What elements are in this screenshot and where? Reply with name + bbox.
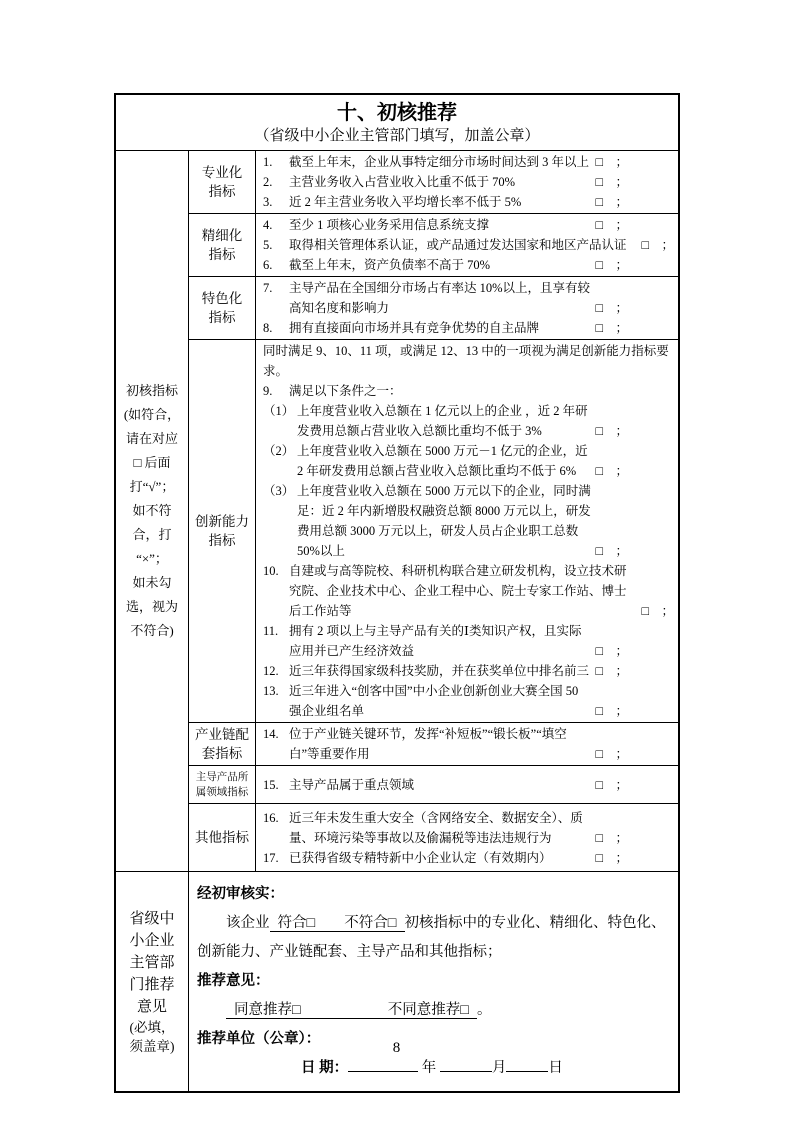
- item-number: 11.: [263, 624, 279, 638]
- checkbox-icon: □ ；: [595, 544, 628, 558]
- criteria-instruction-note: [116, 151, 189, 872]
- checkbox-icon: □ ；: [595, 664, 628, 678]
- recommendation-label: 省级中小企业主管部门推荐意见: [129, 910, 175, 1015]
- row-label-other: [189, 804, 256, 872]
- item-text: 取得相关管理体系认证，或产品通过发达国家和地区产品认证: [289, 238, 627, 252]
- note-line: 请在对应: [125, 431, 178, 446]
- row-label-line: 专业化: [201, 165, 243, 180]
- item-text: 上年度营业收入总额在 5000 万元－1 亿元的企业，近 2 年研发费用总额占营业收入总额比重均不低于 6%: [297, 444, 588, 478]
- item-text: 拥有 2 项以上与主导产品有关的Ⅰ类知识产权，且实际应用并已产生经济效益: [289, 624, 582, 658]
- indicator-item: [263, 172, 678, 192]
- date-line: [197, 1054, 672, 1083]
- checkbox-icon: □ ；: [595, 851, 628, 865]
- item-number: 14.: [263, 727, 279, 741]
- checkbox-icon: □ ；: [595, 258, 628, 272]
- checkbox-icon: □ ；: [595, 321, 628, 335]
- innovation-items: [256, 340, 678, 723]
- row-label-refinement: [189, 214, 256, 277]
- item-number: 7.: [263, 281, 273, 295]
- indicator-item: [263, 561, 678, 621]
- item-number: 3.: [263, 195, 273, 209]
- note-line: (如符合，: [123, 407, 181, 422]
- item-number: 9.: [263, 384, 273, 398]
- item-number: 6.: [263, 258, 273, 272]
- recommendation-label-cell: [116, 872, 189, 1091]
- row-label-industry-chain: [189, 723, 256, 766]
- item-text: 已获得省级专精特新中小企业认定（有效期内）: [289, 851, 552, 865]
- date-label: 日 期：: [301, 1060, 349, 1076]
- indicator-item: [263, 192, 678, 212]
- checkbox-icon: □ ；: [641, 238, 674, 252]
- indicator-item: [263, 235, 678, 255]
- item-text: 至少 1 项核心业务采用信息系统支撑: [289, 218, 490, 232]
- refinement-items: [256, 214, 678, 277]
- note-line: 打“√”；: [129, 479, 175, 494]
- item-number: 13.: [263, 684, 279, 698]
- indicator-item: [263, 661, 678, 681]
- note-line: 不符合): [130, 623, 174, 638]
- item-text: 近 2 年主营业务收入平均增长率不低于 5%: [289, 195, 522, 209]
- industry-chain-items: [256, 723, 678, 766]
- indicator-item: [263, 152, 678, 172]
- required-note-line: 须盖章): [129, 1038, 175, 1054]
- row-label-innovation: [189, 340, 256, 723]
- item-text: 上年度营业收入总额在 5000 万元以下的企业，同时满足：近 2 年内新增股权融资总额 8000 万元以上，研发费用总额 3000 万元以上，研发人员占企业职工总数 50%以上: [297, 484, 591, 558]
- form-subtitle: （省级中小企业主管部门填写，加盖公章）: [254, 128, 540, 144]
- note-line: “×”；: [136, 551, 168, 566]
- indicator-item: [263, 808, 678, 848]
- item-text: 主导产品属于重点领域: [289, 778, 415, 792]
- checkbox-icon: □ ；: [641, 604, 674, 618]
- checkbox-icon: □ ；: [595, 778, 628, 792]
- item-number: 8.: [263, 321, 273, 335]
- date-blank-month: [440, 1057, 492, 1072]
- indicator-item: [263, 848, 678, 868]
- item-number: （1）: [263, 404, 295, 418]
- recommendation-section: [116, 872, 678, 1091]
- row-label-specialization: [189, 151, 256, 214]
- checkbox-icon: □ ；: [595, 195, 628, 209]
- opinion-period: 。: [477, 1002, 492, 1018]
- date-blank-year: [348, 1057, 418, 1072]
- indicator-subitem: [263, 441, 678, 481]
- year-label: 年: [421, 1060, 437, 1076]
- agree-checkbox-blank: 同意推荐□ 不同意推荐□: [226, 1002, 477, 1019]
- indicator-item: [263, 255, 678, 275]
- form-title: 十、初核推荐: [337, 102, 457, 124]
- verify-heading: 经初审核实：: [197, 886, 284, 902]
- row-label-line: 精细化: [201, 228, 243, 243]
- note-line: 如不符: [132, 503, 172, 518]
- row-label-line: 创新能力: [195, 514, 249, 529]
- checkbox-icon: □ ；: [595, 747, 628, 761]
- checkbox-icon: □ ；: [595, 424, 628, 438]
- indicator-subitem: [263, 401, 678, 441]
- opinion-heading: 推荐意见：: [197, 973, 270, 989]
- checkbox-icon: □ ；: [595, 218, 628, 232]
- row-label-line: 特色化: [201, 291, 243, 306]
- item-text: 拥有直接面向市场并具有竞争优势的自主品牌: [289, 321, 540, 335]
- recommendation-content: [189, 872, 678, 1091]
- row-label-line: 指标: [208, 247, 236, 262]
- note-line: 合，打: [132, 527, 172, 542]
- day-label: 日: [548, 1060, 563, 1076]
- row-label-line: 指标: [208, 533, 236, 548]
- page-number: 8: [392, 1040, 401, 1056]
- indicator-item: [263, 215, 678, 235]
- verify-suffix: 初核指标中的专业化、精细化、特色化、创新能力、产业链配套、主导产品和其他指标；: [197, 915, 666, 960]
- item-text: 近三年未发生重大安全（含网络安全、数据安全）、质量、环境污染等事故以及偷漏税等违法违规行为: [289, 811, 583, 845]
- indicator-item: [263, 681, 678, 721]
- row-label-characteristic: [189, 277, 256, 340]
- checkbox-icon: □ ；: [595, 175, 628, 189]
- item-text: 主营业务收入占营业收入比重不低于 70%: [289, 175, 516, 189]
- row-label-line: 指标: [208, 184, 236, 199]
- item-text: 主导产品在全国细分市场占有率达 10%以上，且享有较高知名度和影响力: [289, 281, 591, 315]
- row-label-line: 属领域指标: [195, 786, 249, 798]
- item-number: 12.: [263, 664, 279, 678]
- note-line: □ 后面: [133, 455, 171, 470]
- indicator-item: [263, 278, 678, 318]
- checkbox-icon: □ ；: [595, 464, 628, 478]
- checkbox-icon: □ ；: [595, 704, 628, 718]
- item-number: 10.: [263, 564, 279, 578]
- item-text: 近三年进入“创客中国”中小企业创新创业大赛全国 50 强企业组名单: [289, 684, 579, 718]
- row-label-line: 套指标: [201, 746, 243, 761]
- characteristic-items: [256, 277, 678, 340]
- checkbox-icon: □ ；: [595, 831, 628, 845]
- item-text: 截至上年末，企业从事特定细分市场时间达到 3 年以上: [289, 155, 590, 169]
- form-header: [116, 95, 678, 151]
- item-text: 截至上年末，资产负债率不高于 70%: [289, 258, 491, 272]
- other-items: [256, 804, 678, 872]
- item-number: 2.: [263, 175, 273, 189]
- indicator-item: [263, 381, 678, 401]
- unit-heading: 推荐单位（公章）：: [197, 1031, 321, 1047]
- item-number: 4.: [263, 218, 273, 232]
- checkbox-icon: □ ；: [595, 301, 628, 315]
- innovation-intro: 同时满足 9、10、11 项，或满足 12、13 中的一项视为满足创新能力指标要求。: [263, 344, 669, 378]
- row-label-key-field: [189, 766, 256, 804]
- verify-prefix: 该企业: [226, 915, 270, 931]
- indicator-item: [263, 724, 678, 764]
- item-text: 近三年获得国家级科技奖励，并在获奖单位中排名前三: [289, 664, 590, 678]
- row-label-line: 指标: [208, 310, 236, 325]
- checkbox-icon: □ ；: [595, 155, 628, 169]
- note-line: 选，视为: [125, 599, 178, 614]
- item-number: 16.: [263, 811, 279, 825]
- item-text: 位于产业链关键环节，发挥“补短板”“锻长板”“填空白”等重要作用: [289, 727, 567, 761]
- date-blank-day: [506, 1057, 548, 1072]
- row-label-line: 主导产品所: [195, 771, 249, 783]
- fit-checkbox-blank: 符合□ 不符合□: [270, 915, 405, 932]
- note-line: 如未勾: [132, 575, 172, 590]
- indicator-item: [263, 318, 678, 338]
- item-text: 上年度营业收入总额在 1 亿元以上的企业 ，近 2 年研发费用总额占营业收入总额比重均不低于 3%: [297, 404, 588, 438]
- row-label-line: 产业链配: [195, 727, 249, 742]
- opinion-line: [197, 996, 672, 1025]
- item-number: 15.: [263, 778, 279, 792]
- item-number: （2）: [263, 444, 295, 458]
- checkbox-icon: □ ；: [595, 644, 628, 658]
- item-number: （3）: [263, 484, 295, 498]
- required-note-line: (必填，: [129, 1019, 175, 1035]
- item-number: 1.: [263, 155, 273, 169]
- indicator-item: [263, 621, 678, 661]
- review-form-table: [114, 93, 680, 1093]
- indicators-body: [116, 151, 678, 872]
- note-line: 初核指标: [125, 383, 178, 398]
- verify-statement: [197, 909, 672, 967]
- key-field-items: [256, 766, 678, 804]
- indicator-subitem: [263, 481, 678, 561]
- item-number: 5.: [263, 238, 273, 252]
- month-label: 月: [491, 1060, 507, 1076]
- item-text: 自建或与高等院校、科研机构联合建立研发机构，设立技术研究院、企业技术中心、企业工程中心、院士专家工作站、博士后工作站等: [289, 564, 627, 618]
- row-label-line: 其他指标: [195, 830, 249, 845]
- indicator-item: [263, 775, 678, 795]
- item-number: 17.: [263, 851, 279, 865]
- specialization-items: [256, 151, 678, 214]
- item-text: 满足以下条件之一：: [289, 384, 402, 398]
